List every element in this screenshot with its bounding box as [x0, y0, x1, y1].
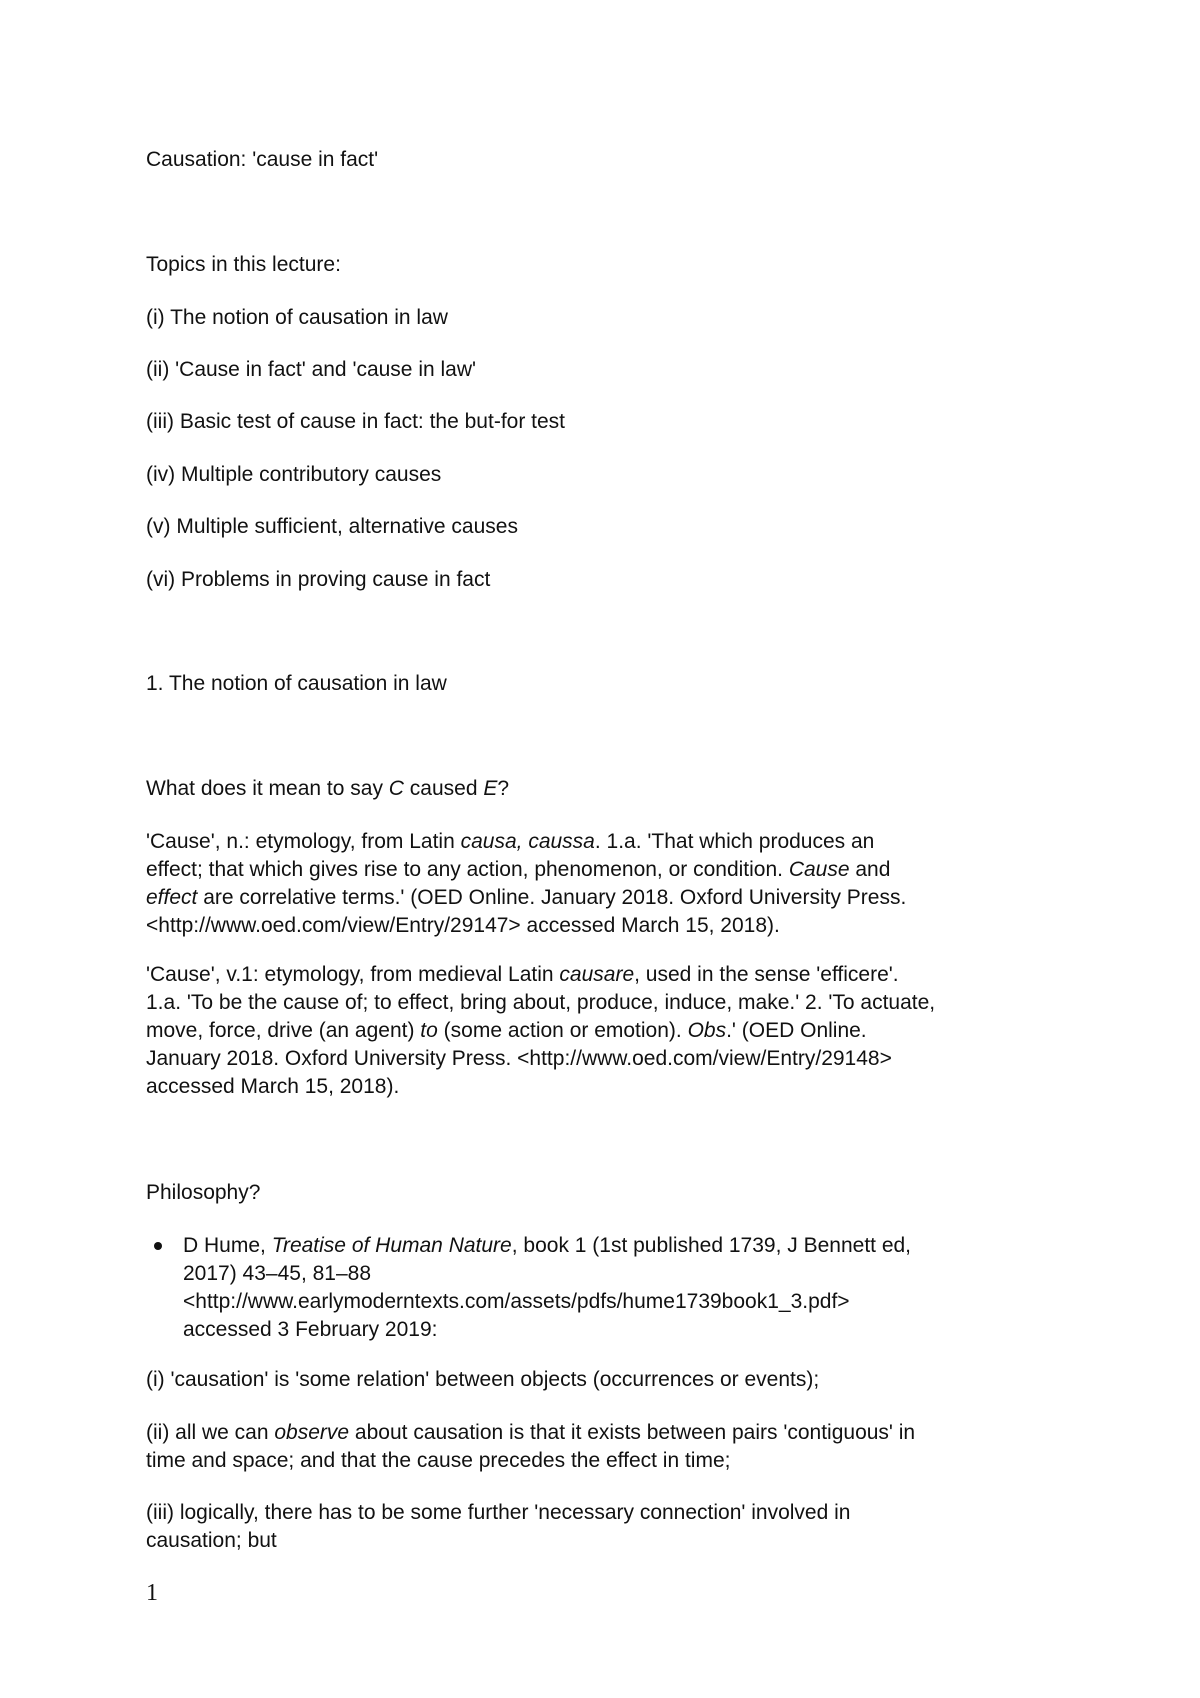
- topics-heading: Topics in this lecture:: [146, 253, 341, 276]
- hume-reference-text: D Hume, Treatise of Human Nature, book 1 (1st published 1739, J Bennett ed, 2017) 43–45, 81–88 <http://www.earlymoderntexts.com/assets/pdfs/hume1739book1_3.pdf> accessed 3 February 2019:: [183, 1234, 912, 1341]
- oed-verb-definition: 'Cause', v.1: etymology, from medieval Latin causare, used in the sense 'efficere'. 1.a. 'To be the cause of; to effect, bring about, produce, induce, make.' 2. 'To actuate, move, force, drive (an agent) to (some action or emotion). Obs.' (OED Online. January 2018. Oxford University Press. <http://www.oed.com/view/Entry/29148> accessed March 15, 2018).: [146, 963, 936, 1098]
- section-heading: 1. The notion of causation in law: [146, 672, 447, 695]
- hume-point: (ii) all we can observe about causation is that it exists between pairs 'contiguous' in time and space; and that the cause precedes the effect in time;: [146, 1421, 916, 1472]
- document-title: Causation: 'cause in fact': [146, 148, 379, 171]
- philosophy-heading: Philosophy?: [146, 1181, 261, 1204]
- topic-item: (iii) Basic test of cause in fact: the but-for test: [146, 410, 566, 433]
- oed-noun-definition: 'Cause', n.: etymology, from Latin causa, caussa. 1.a. 'That which produces an effect; that which gives rise to any action, phenomenon, or condition. Cause and effect are correlative terms.' (OED Online. January 2018. Oxford University Press. <http://www.oed.com/view/Entry/29147> accessed March 15, 2018).: [146, 830, 907, 937]
- topic-item: (iv) Multiple contributory causes: [146, 463, 442, 486]
- hume-point: (i) 'causation' is 'some relation' between objects (occurrences or events);: [146, 1368, 820, 1391]
- topic-item: (ii) 'Cause in fact' and 'cause in law': [146, 358, 477, 381]
- bullet-icon: [154, 1242, 162, 1250]
- topic-item: (i) The notion of causation in law: [146, 306, 448, 329]
- topic-item: (vi) Problems in proving cause in fact: [146, 568, 491, 591]
- page-number: 1: [146, 1580, 158, 1606]
- topic-item: (v) Multiple sufficient, alternative causes: [146, 515, 518, 538]
- question-line: What does it mean to say C caused E?: [146, 777, 510, 800]
- hume-point: (iii) logically, there has to be some further 'necessary connection' involved in causation; but: [146, 1501, 851, 1552]
